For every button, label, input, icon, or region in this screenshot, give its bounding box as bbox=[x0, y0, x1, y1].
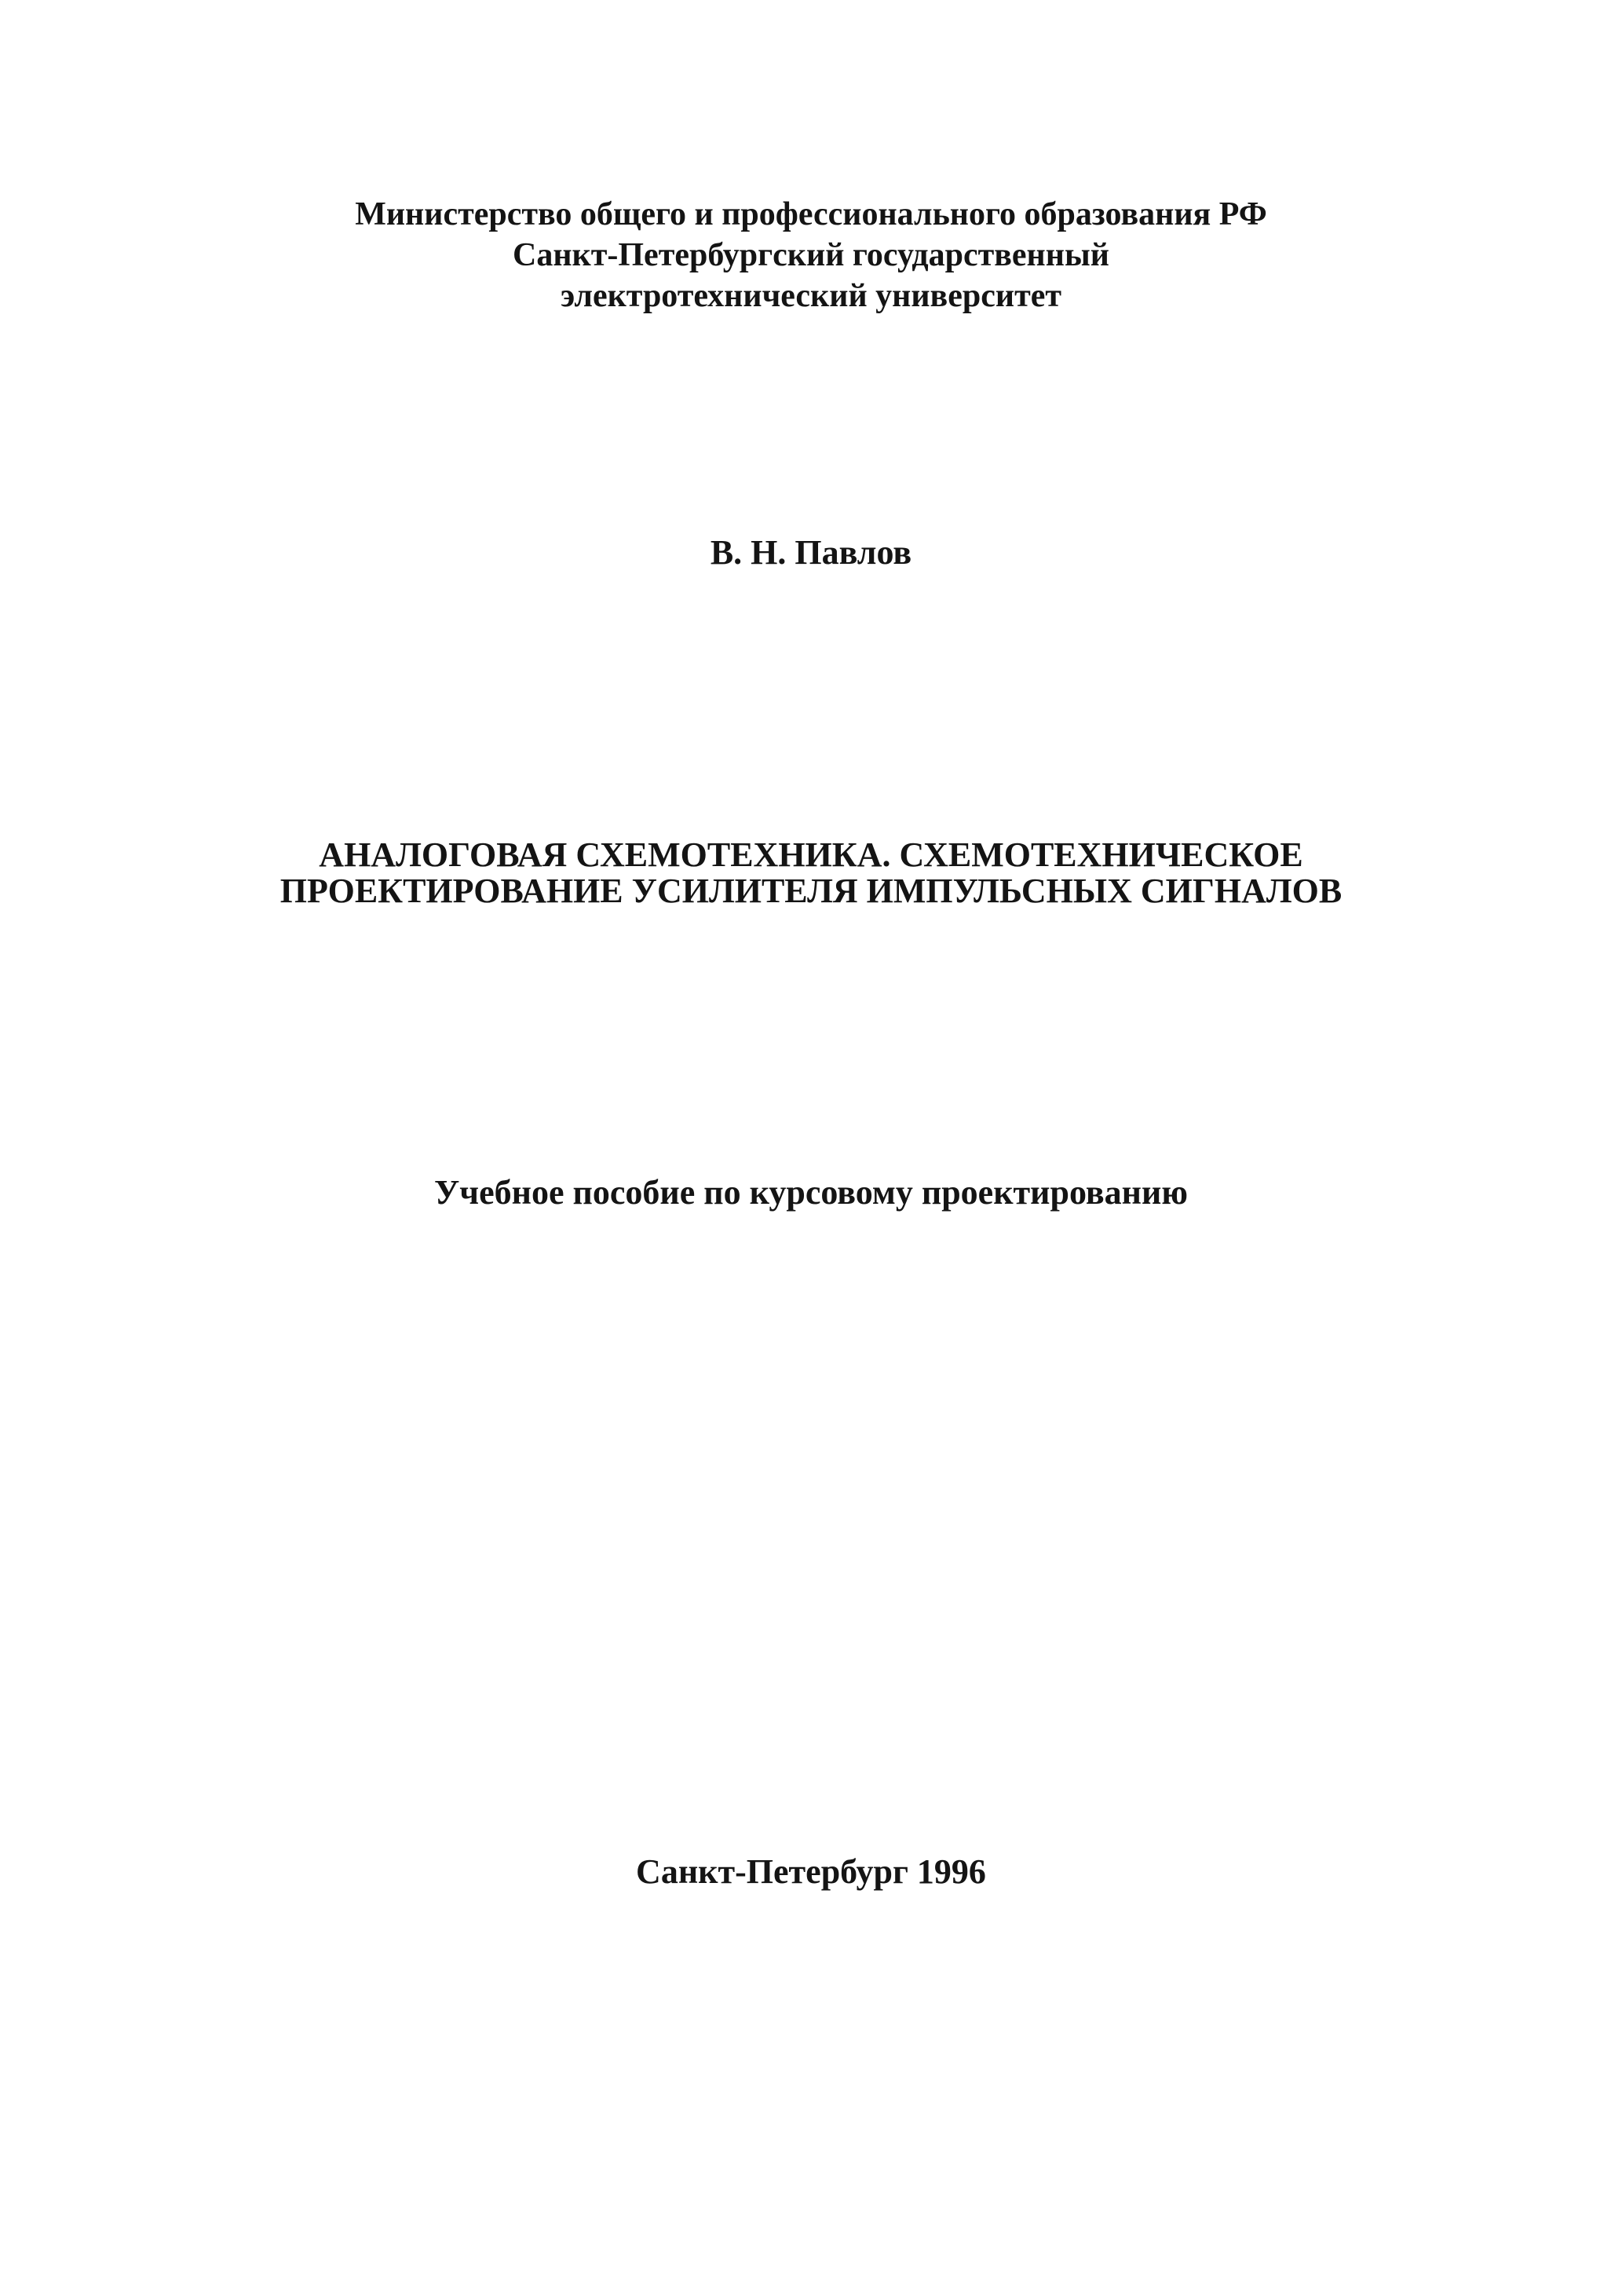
book-title-line-1: АНАЛОГОВАЯ СХЕМОТЕХНИКА. СХЕМОТЕХНИЧЕСКОЕ bbox=[319, 835, 1303, 874]
ministry-header bbox=[0, 194, 1622, 316]
book-title-line-2: ПРОЕКТИРОВАНИЕ УСИЛИТЕЛЯ ИМПУЛЬСНЫХ СИГНАЛОВ bbox=[279, 872, 1343, 910]
imprint-city-year: Санкт-Петербург 1996 bbox=[636, 1852, 986, 1891]
subtitle: Учебное пособие по курсовому проектированию bbox=[434, 1173, 1188, 1212]
book-title bbox=[0, 837, 1622, 909]
university-name-line-1: Санкт-Петербургский государственный bbox=[513, 237, 1109, 273]
author-name: В. Н. Павлов bbox=[710, 533, 912, 572]
university-name-line-2: электротехнический университет bbox=[561, 278, 1061, 314]
ministry-line: Министерство общего и профессионального образования РФ bbox=[355, 196, 1267, 232]
